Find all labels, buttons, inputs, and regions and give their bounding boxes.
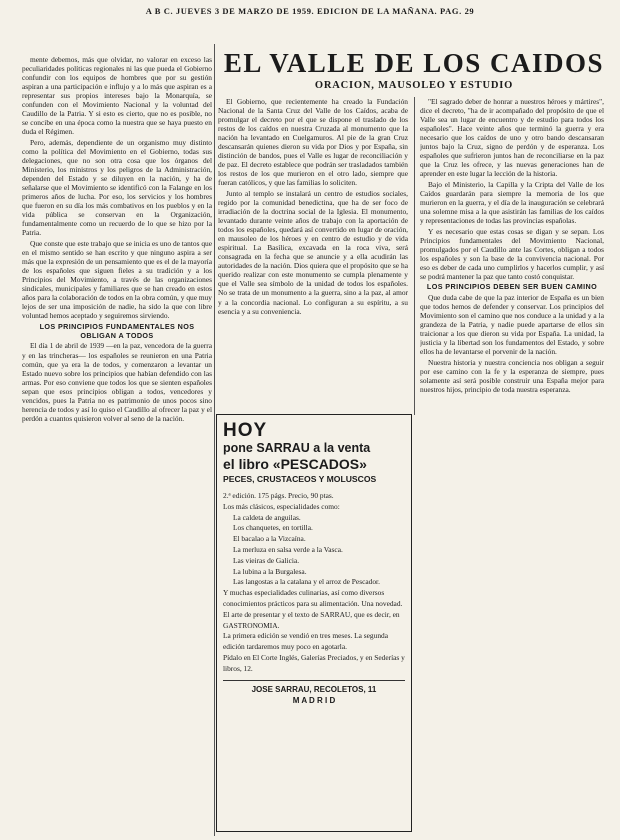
ad-dish-item: El bacalao a la Vizcaína. <box>233 534 306 544</box>
column-divider <box>414 97 415 415</box>
right-paragraph: "El sagrado deber de honrar a nuestros héroes y mártires", dice el decreto, "ha de ir acompañado del propósito de que el Valle sea un lugar de encuentro y de estudio para todos los españoles". Hace veinte años que terminó la guerra y era necesario que los caídos de uno y otro bando descansaran juntos bajo la Cruz, signo de perdón y de esperanza. Los españoles que sufrieron juntos han de reconciliarse en la paz que la Cruz les ofrece, y las nuevas generaciones han de aprender en este lugar la lección de la historia. <box>420 97 604 179</box>
ad-headline: HOY <box>223 420 268 441</box>
ad-city: M A D R I D <box>292 695 336 705</box>
right-paragraph: Y es necesario que estas cosas se digan y se sepan. Los Principios fundamentales del Movimiento Nacional, promulgados por el Caudillo ante las Cortes, obligan a todos los españoles y son la base de la convivencia nacional. Por eso es deber de cada uno cumplirlos y hacerlos cumplir, y así se podrá mantener la paz que tanto costó conquistar. <box>420 226 604 281</box>
left-paragraph: Que conste que este trabajo que se inicia es uno de tantos que en el mismo sentido se han escrito y que ninguno aspira a ser más que la expresión de un pensamiento que es el de la mayoría de los españoles que siguen fieles a su tradición y a los Principios del Movimiento, a través de las organizaciones sindicales, municipales y familiares que se han creado en estos años para la colaboración de todos en la obra común, y que muy lejos de ser una imposición de nadie, ha sido la que con libre voluntad hemos aceptado y seguiremos sirviendo. <box>22 238 212 321</box>
ad-dish-item: La lubina a la Burgalesa. <box>233 566 307 576</box>
ad-where: Pídalo en El Corte Inglés, Galerías Preciados, y en Sederías y libros, 12. <box>223 652 405 673</box>
ad-dish-item: La caldeta de anguilas. <box>233 512 301 522</box>
left-column-article <box>22 55 212 835</box>
article-subtitle: ORACION, MAUSOLEO Y ESTUDIO <box>314 80 514 91</box>
ad-line: PECES, CRUSTACEOS Y MOLUSCOS <box>223 474 377 484</box>
right-paragraph: Nuestra historia y nuestra conciencia nos obligan a seguir por ese camino con la fe y la esperanza de siempre, pues solamente así será posible construir una España mejor para nuestros hijos, principio de toda nuestra esperanza. <box>420 357 604 394</box>
main-paragraph: El Gobierno, que recientemente ha creado la Fundación Nacional de la Santa Cruz del Valle de los Caídos, acaba de promulgar el decreto por el que se dispone el traslado de los restos de los caídos en nuestra Cruzada al monumento que la nación ha levantado en Cuelgamuros. Al pie de la gran Cruz descansarán quienes dieron su vida por Dios y por España, sin distinción de bandos, pues el Valle es lugar de reconciliación y de paz. El decreto establece que podrán ser trasladados también los restos de los que murieron en el otro lado, siempre que fueran católicos, y que las familias lo soliciten. <box>218 97 408 188</box>
advertisement-box <box>216 414 412 832</box>
ad-intro: Los más clásicos, especialidades como: <box>223 501 340 511</box>
right-section-heading: LOS PRINCIPIOS DEBEN SER BUEN CAMINO <box>426 282 598 292</box>
ad-edition: 2.ª edición. 175 págs. Precio, 90 ptas. <box>223 491 334 500</box>
right-paragraph: Que duda cabe de que la paz interior de España es un bien que todos hemos de defender y conservar. Los principios del Movimiento son el camino que nos conduce a la unidad y a la grandeza de la Patria, y nadie puede apartarse de ellos sin traicionar a los que dieron su vida por España. La unidad, la justicia y la libertad son los fundamentos del Estado, y sobre ellos ha de levantarse el porvenir de la nación. <box>420 292 604 357</box>
middle-column-article <box>218 97 408 409</box>
ad-dish-item: La merluza en salsa verde a la Vasca. <box>233 544 343 554</box>
left-paragraph: El día 1 de abril de 1939 —en la paz, vencedora de la guerra y en las trincheras— los españoles se reunieron en una Patria común, que ya era la de todos, y comenzaron a levantar un Estado nuevo sobre los principios que habían defendido con las armas. Por eso conviene que todos los que se sienten españoles sepan que esos principios obligan a todos, vencedores y vencidos, pues la Patria no es patrimonio de unos pocos sino herencia de todos y así lo quiso el Caudillo al ofrecer la paz y el perdón a cuantos quisieron volver al seno de la nación. <box>22 341 212 423</box>
right-paragraph: Bajo el Ministerio, la Capilla y la Cripta del Valle de los Caídos guardarán para siempre la memoria de los que murieron en la guerra, y el día de la inauguración se celebrará una solemne misa a la que asistirán las familias de los caídos y representaciones de todas las provincias españolas. <box>420 179 604 226</box>
ad-dish-item: Las vieiras de Galicia. <box>233 555 300 565</box>
page-header: A B C. JUEVES 3 DE MARZO DE 1959. EDICION DE LA MAÑANA. PAG. 29 <box>145 6 475 16</box>
ad-dish-item: Las langostas a la catalana y el arroz de Pescador. <box>233 577 380 587</box>
ad-line: el libro «PESCADOS» <box>223 456 367 472</box>
left-paragraph: mente debemos, más que olvidar, no valorar en exceso las peculiaridades políticas regionales ni las que pueda el Gobierno confundir con los equipos de hombres que por su gestión aspiran a una participación e influjo y a lo más que aspiran es a representar sus propios intereses bajo la Monarquía, se confunden con el Movimiento Nacional y la voluntad del Caudillo de la Patria. Y si esto es cierto, que no es posible, no se concibe en una época como la nuestra que se haya puesto en duda el Régimen. <box>22 55 212 137</box>
left-section-heading: LOS PRINCIPIOS FUNDAMENTALES NOS OBLIGAN A TODOS <box>39 321 195 340</box>
left-paragraph: Pero, además, dependiente de un organismo muy distinto como la política del Movimiento en el Gobierno, todas sus delegaciones, que no son otra cosa que los órganos del Ministerio, los ministros y los peligros de la Administración, dependen del Estado y se diluyen en la nación, y ha de señalarse que el Movimiento se identificó con la Falange en los primeros años de lucha. Por eso, los servicios y los hombres que fueron en su día los más combativos en los pueblos y en la vida pública se conservan en la Organización, fundamentalmente como un recuerdo de lo que se hizo por la Patria. <box>22 137 212 238</box>
main-paragraph: Junto al templo se instalará un centro de estudios sociales, regido por la comunidad benedictina, que ha de ser foco de irradiación de la doctrina social de la Iglesia. El monumento, levantado durante veinte años de trabajo con la aportación de todos los españoles, quedará así convertido en lugar de oración, en mausoleo de los héroes y en centro de estudio y de vida espiritual. La Basílica, excavada en la roca viva, será consagrada en la fecha que se anuncie y a ella acudirán las autoridades de la nación. Dios quiera que el propósito que se ha querido realizar con este monumento se cumpla plenamente y que el Valle sea símbolo de la unidad de todos los españoles. No se trata de un monumento a la guerra, sino a la paz, al amor y a la concordia nacional. Lo configuran a su espíritu, a su esencia y a su conveniencia. <box>218 188 408 316</box>
ad-address: JOSE SARRAU, RECOLETOS, 11 <box>251 684 377 694</box>
right-column-article <box>420 97 604 833</box>
ad-dish-item: Los chanquetes, en tortilla. <box>233 523 313 533</box>
ad-note: La primera edición se vendió en tres meses. La segunda edición tardaremos muy poco en agotarla. <box>223 631 388 652</box>
ad-line: pone SARRAU a la venta <box>223 441 371 455</box>
ad-separator <box>223 680 405 681</box>
column-divider <box>214 44 215 836</box>
article-title: EL VALLE DE LOS CAIDOS <box>223 48 605 78</box>
ad-body: Y muchas especialidades culinarias, así como diversos conocimientos prácticos para su alimentación. Una novedad. El arte de presentar y el texto de SARRAU, que es decir, en GASTRONOMIA. <box>223 588 403 630</box>
